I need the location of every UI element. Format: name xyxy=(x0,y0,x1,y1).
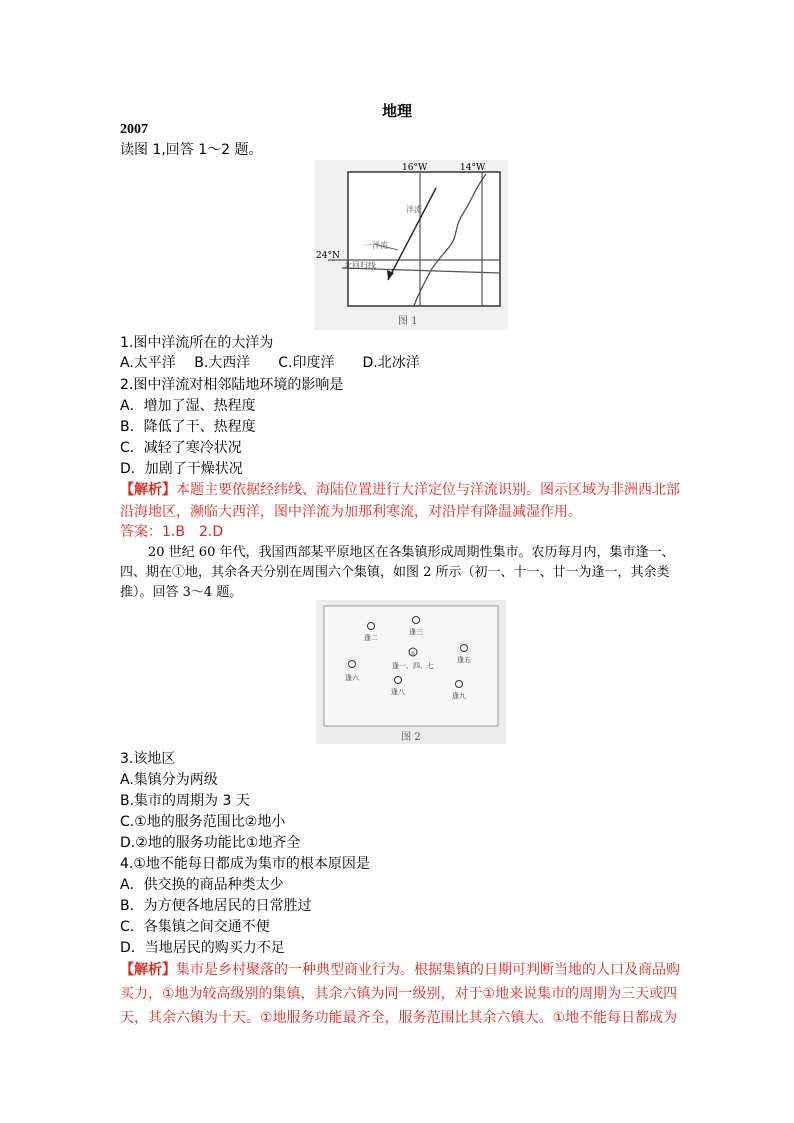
label-lon-16w: 16°W xyxy=(402,163,428,173)
label-current: 洋流 xyxy=(406,205,422,214)
q2-stem: 2.图中洋流对相邻陆地环境的影响是 xyxy=(120,377,344,393)
q4-option-c: C．各集镇之间交通不便 xyxy=(120,919,270,935)
q12-answer: 答案：1.B 2.D xyxy=(120,524,224,540)
label-tropic-line: 北回归线 xyxy=(344,261,376,270)
figure-1-map xyxy=(314,160,508,330)
q4-stem: 4.①地不能每日都成为集市的根本原因是 xyxy=(120,856,370,872)
town-label-8: 逢八 xyxy=(391,688,405,696)
analysis-text-line2: 沿海地区，濒临大西洋，图中洋流为加那利寒流，对沿岸有降温减湿作用。 xyxy=(120,504,582,520)
analysis-text-line1: 本题主要依据经纬线、海陆位置进行大洋定位与洋流识别。图示区域为非洲西北部 xyxy=(176,482,680,498)
q2-option-c: C．减轻了寒冷状况 xyxy=(120,440,242,456)
figure-2-caption: 图 2 xyxy=(401,732,421,743)
q4-option-a: A．供交换的商品种类太少 xyxy=(120,877,284,893)
q1-options: A.太平洋 B.大西洋 C.印度洋 D.北冰洋 xyxy=(120,355,420,371)
q34-analysis xyxy=(120,958,690,1030)
q3-option-d: D.②地的服务功能比①地齐全 xyxy=(120,835,301,851)
label-lat-24n: 24°N xyxy=(316,251,340,261)
q3-option-c: C.①地的服务范围比②地小 xyxy=(120,814,286,830)
q2-option-b: B．降低了干、热程度 xyxy=(120,419,256,435)
q12-intro: 读图 1,回答 1～2 题。 xyxy=(120,142,263,158)
analysis-2-line3: 天，其余六镇为十天。①地服务功能最齐全，服务范围比其余六镇大。①地不能每日都成为 xyxy=(120,1010,678,1026)
figure-1-caption: 图 1 xyxy=(398,316,418,327)
q12-analysis xyxy=(120,479,690,523)
town-label-3: 逢三 xyxy=(409,628,423,636)
q4-option-b: B．为方便各地居民的日常胜过 xyxy=(120,898,312,914)
q1-stem: 1.图中洋流所在的大洋为 xyxy=(120,335,274,351)
town-1-marker: ① xyxy=(410,651,416,657)
year-heading: 2007 xyxy=(120,122,148,137)
figure-2-diagram xyxy=(316,600,506,744)
analysis-2-line2: 买力，①地为较高级别的集镇，其余六镇为同一级别，对于①地来说集市的周期为三天或四 xyxy=(120,986,678,1002)
q3-option-a: A.集镇分为两级 xyxy=(120,772,218,788)
page-title: 地理 xyxy=(381,102,412,120)
town-1-label: 逢一、四、七 xyxy=(392,662,434,670)
label-lon-14w: 14°W xyxy=(460,163,486,173)
q34-passage: 20 世纪 60 年代，我国西部某平原地区在各集镇形成周期性集市。农历每月内，集市逢一、四、期在①地，其余各天分别在周围六个集镇，如图 2 所示（初一、十一、廿一为逢一，其余类推）。回答 3～4 题。 xyxy=(120,545,675,600)
analysis-2-line1: 集市是乡村聚落的一种典型商业行为。根据集镇的日期可判断当地的人口及商品购 xyxy=(176,962,680,978)
analysis-tag: 【解析】 xyxy=(120,482,176,498)
town-label-5: 逢五 xyxy=(457,656,471,664)
town-label-9: 逢九 xyxy=(452,692,466,700)
q4-option-d: D．当地居民的购买力不足 xyxy=(120,940,285,956)
q2-option-a: A．增加了湿、热程度 xyxy=(120,398,256,414)
q3-stem: 3.该地区 xyxy=(120,751,176,767)
analysis-tag-2: 【解析】 xyxy=(120,962,176,978)
town-label-2: 逢二 xyxy=(364,634,378,642)
q3-option-b: B.集市的周期为 3 天 xyxy=(120,793,250,809)
town-label-6: 逢六 xyxy=(345,674,359,682)
q2-option-d: D．加剧了干燥状况 xyxy=(120,461,243,477)
label-current-2: 一洋流 xyxy=(364,241,388,250)
